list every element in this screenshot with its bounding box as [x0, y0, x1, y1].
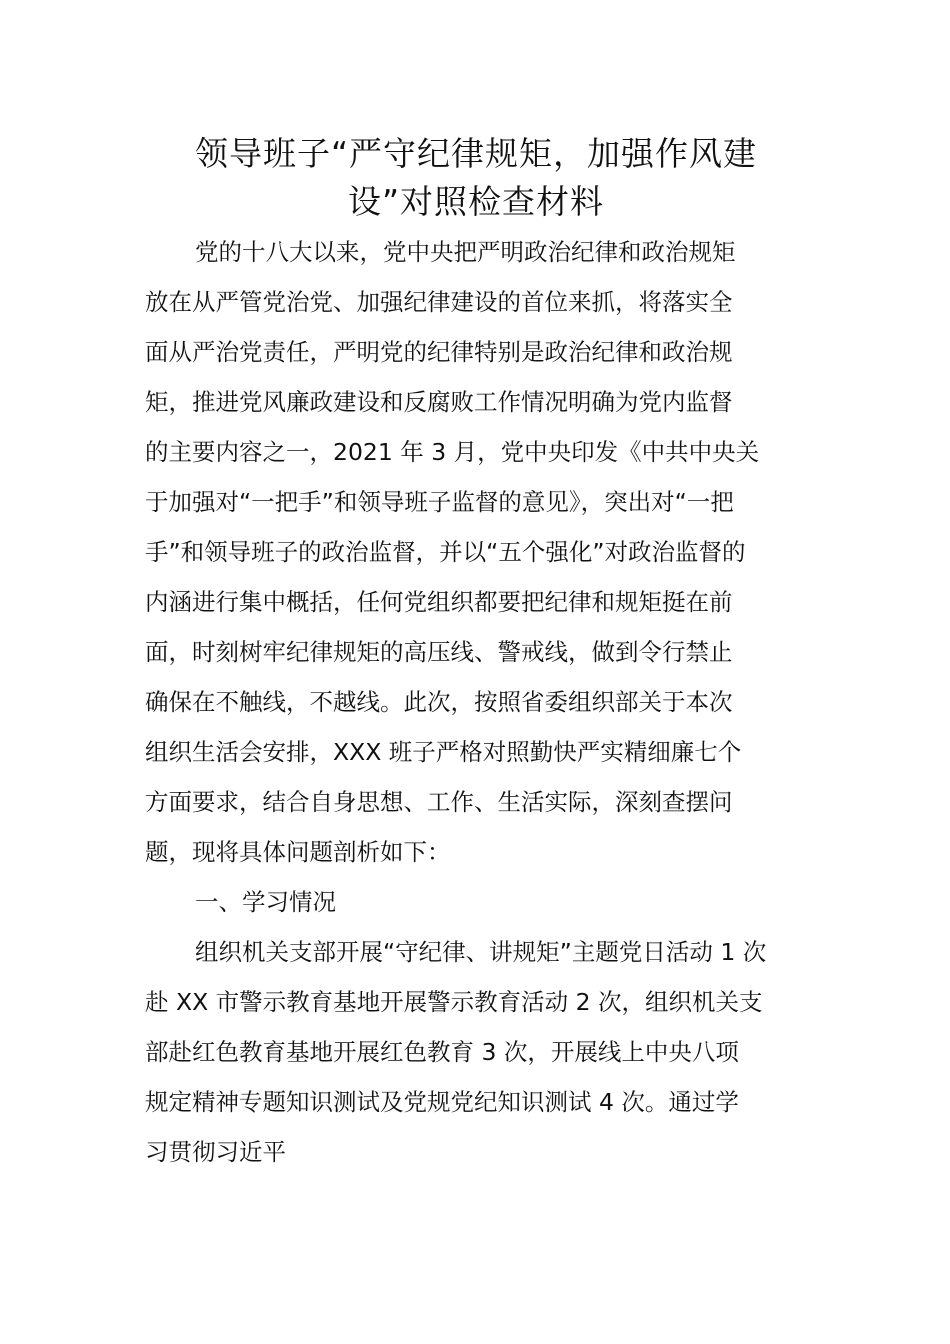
body-line: 部赴红色教育基地开展红色教育 3 次，开展线上中央八项: [145, 1038, 739, 1066]
body-line: 规定精神专题知识测试及党规党纪知识测试 4 次。通过学: [145, 1088, 739, 1116]
document-body: [145, 227, 815, 1177]
body-line: 赴 XX 市警示教育基地开展警示教育活动 2 次，组织机关支: [145, 988, 763, 1016]
body-line: 的主要内容之一，2021 年 3 月，党中央印发《中共中央关: [145, 438, 760, 466]
document-title-line-2: 设”对照检查材料: [347, 182, 605, 221]
body-line: 方面要求，结合自身思想、工作、生活实际，深刻查摆问: [145, 788, 733, 816]
body-line: 党的十八大以来，党中央把严明政治纪律和政治规矩: [195, 238, 736, 266]
body-line: 面从严治党责任，严明党的纪律特别是政治纪律和政治规: [145, 338, 733, 366]
body-line: 内涵进行集中概括，任何党组织都要把纪律和规矩挺在前: [145, 588, 733, 616]
section-heading: 一、学习情况: [195, 888, 336, 916]
body-line: 面，时刻树牢纪律规矩的高压线、警戒线，做到令行禁止: [145, 638, 733, 666]
body-line: 矩，推进党风廉政建设和反腐败工作情况明确为党内监督: [145, 388, 733, 416]
body-line: 习贯彻习近平: [145, 1138, 286, 1166]
body-line: 放在从严管党治党、加强纪律建设的首位来抓，将落实全: [145, 288, 733, 316]
body-line: 组织机关支部开展“守纪律、讲规矩”主题党日活动 1 次: [195, 938, 767, 966]
body-line: 组织生活会安排，XXX 班子严格对照勤快严实精细廉七个: [145, 738, 742, 766]
body-line: 于加强对“一把手”和领导班子监督的意见》，突出对“一把: [145, 488, 734, 516]
body-line: 确保在不触线，不越线。此次，按照省委组织部关于本次: [145, 688, 733, 716]
body-line: 题，现将具体问题剖析如下：: [145, 838, 451, 866]
body-line: 手”和领导班子的政治监督，并以“五个强化”对政治监督的: [145, 538, 746, 566]
document-title-line-1: 领导班子“严守纪律规矩，加强作风建: [194, 134, 758, 173]
